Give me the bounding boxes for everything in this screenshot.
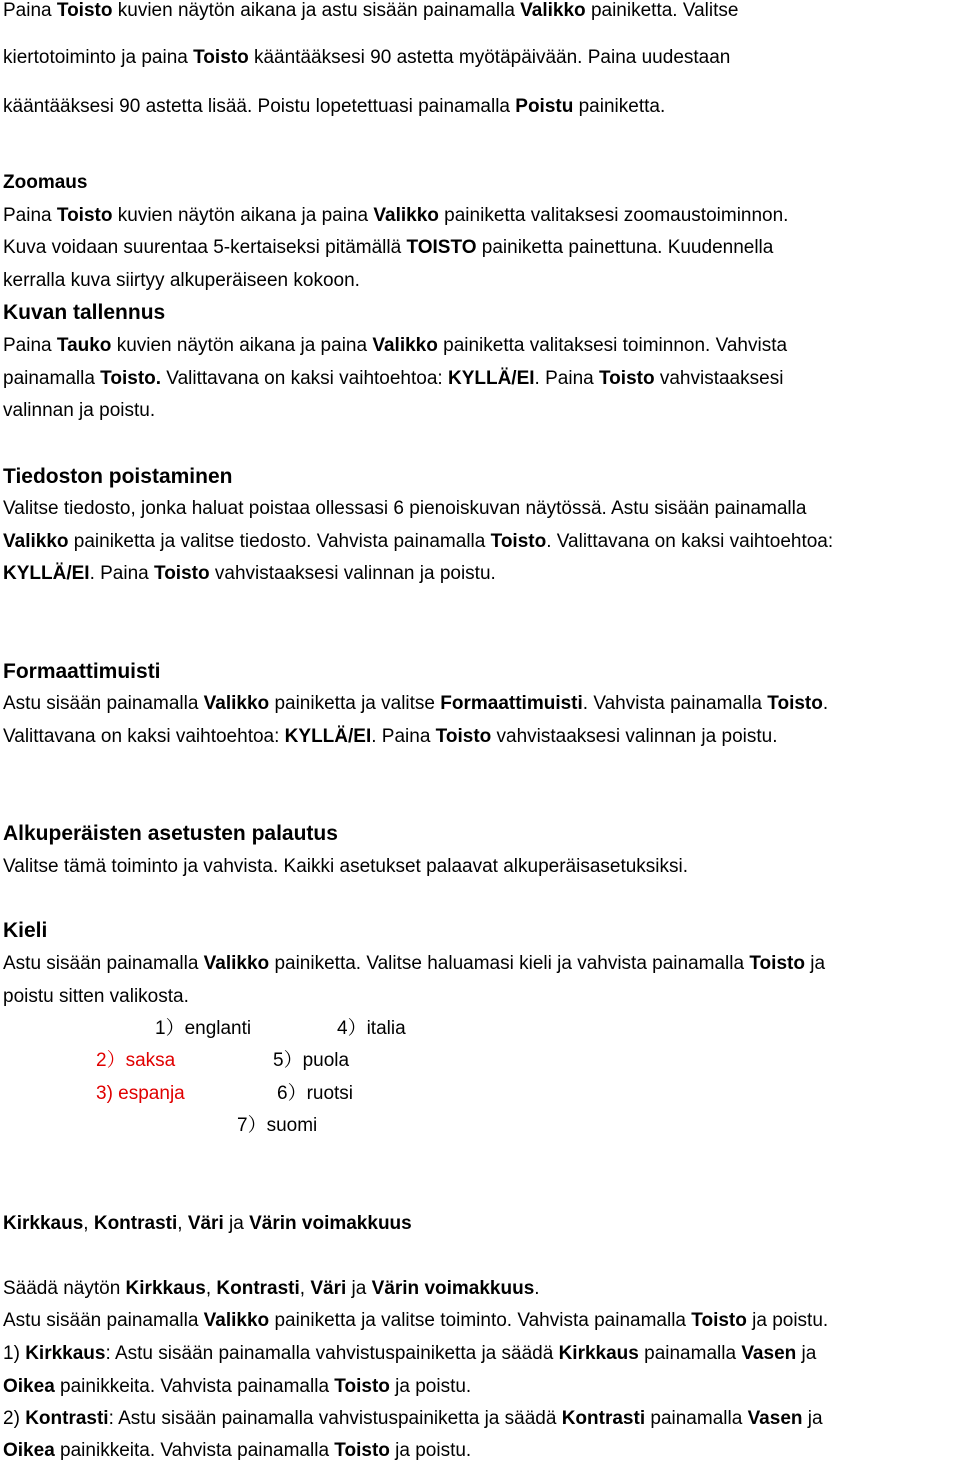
text: , — [177, 1213, 188, 1234]
keyword: Väri — [310, 1278, 347, 1299]
delete-line-2 — [3, 531, 833, 553]
keyword: Kontrasti — [25, 1408, 109, 1429]
text: ja — [796, 1343, 817, 1364]
text: vahvistaaksesi valinnan ja poistu. — [491, 726, 778, 747]
text: painiketta. Valitse haluamasi kieli ja vahvista painamalla — [269, 953, 750, 974]
keyword: Väri — [187, 1213, 224, 1234]
reset-line-1: Valitse tämä toiminto ja vahvista. Kaikki asetukset palaavat alkuperäisasetuksiksi. — [3, 856, 689, 877]
brightness-line-1 — [3, 1278, 540, 1300]
text: painiketta. — [573, 96, 666, 117]
text: painiketta painettuna. Kuudennella — [476, 237, 774, 258]
keyword: Toisto — [154, 563, 210, 584]
keyword: Valikko — [520, 0, 586, 21]
keyword: TOISTO — [406, 237, 477, 258]
text: Säädä näytön — [3, 1278, 126, 1299]
language-option-3: 3) espanja — [96, 1083, 185, 1104]
heading-delete — [3, 466, 232, 488]
language-option-4: 4）italia — [337, 1018, 406, 1039]
text: ja poistu. — [746, 1310, 829, 1331]
text: painiketta valitaksesi zoomaustoiminnon. — [438, 205, 789, 226]
keyword: KYLLÄ/EI — [284, 726, 372, 747]
text: Kuva voidaan suurentaa 5-kertaiseksi pitämällä — [3, 237, 407, 258]
text: 2) — [3, 1408, 26, 1429]
format-line-1 — [3, 693, 828, 715]
text: ja — [804, 953, 826, 974]
save-line-3: valinnan ja poistu. — [3, 400, 156, 421]
text: 1) — [3, 1343, 26, 1364]
brightness-line-6 — [3, 1440, 471, 1462]
text: painiketta ja valitse — [269, 693, 441, 714]
zoom-line-1 — [3, 205, 788, 227]
text: , — [299, 1278, 311, 1299]
text: painamalla — [3, 368, 101, 389]
keyword: Toisto. — [100, 368, 162, 389]
keyword: Kirkkaus — [3, 1213, 84, 1234]
heading-text: Tiedoston poistaminen — [3, 465, 233, 488]
keyword: Kontrasti — [93, 1213, 178, 1234]
heading-language — [3, 920, 47, 942]
keyword: Toisto — [56, 205, 113, 226]
text: painamalla — [645, 1408, 748, 1429]
text: Astu sisään painamalla — [3, 693, 204, 714]
text: painikkeita. Vahvista painamalla — [54, 1376, 335, 1397]
keyword: Valikko — [203, 693, 270, 714]
keyword: Toisto — [435, 726, 492, 747]
heading-text: Zoomaus — [3, 172, 88, 193]
text: Paina — [3, 335, 57, 356]
keyword: Valikko — [203, 953, 270, 974]
heading-text: Kuvan tallennus — [3, 301, 166, 324]
save-line-1 — [3, 335, 787, 357]
keyword: Valikko — [3, 531, 69, 552]
language-option-2: 2）saksa — [96, 1050, 176, 1071]
keyword: Värin voimakkuus — [371, 1278, 535, 1299]
text: Valittavana on kaksi vaihtoehtoa: — [161, 368, 448, 389]
text: : Astu sisään painamalla vahvistuspainiketta ja säädä — [108, 1408, 562, 1429]
keyword: Toisto — [490, 531, 547, 552]
text: painiketta valitaksesi toiminnon. Vahvista — [437, 335, 788, 356]
text: vahvistaaksesi — [654, 368, 784, 389]
keyword: Toisto — [749, 953, 805, 974]
text: . Valittavana on kaksi vaihtoehtoa: — [546, 531, 834, 552]
text: . Vahvista painamalla — [582, 693, 768, 714]
format-line-2 — [3, 726, 777, 748]
keyword: Toisto — [691, 1310, 747, 1331]
keyword: Toisto — [334, 1440, 390, 1461]
heading-text: Kieli — [3, 919, 48, 942]
text: . — [534, 1278, 540, 1299]
text: kuvien näytön aikana ja paina — [111, 335, 373, 356]
heading-save — [3, 302, 165, 324]
language-option-1: 1）englanti — [155, 1018, 252, 1039]
text: Astu sisään painamalla — [3, 1310, 204, 1331]
keyword: Toisto — [334, 1376, 390, 1397]
keyword: Toisto — [56, 0, 113, 21]
brightness-line-2 — [3, 1310, 828, 1332]
zoom-line-3: kerralla kuva siirtyy alkuperäiseen kokoon. — [3, 270, 360, 291]
text: ja poistu. — [389, 1440, 472, 1461]
text: painiketta ja valitse tiedosto. Vahvista painamalla — [68, 531, 491, 552]
text: ja — [802, 1408, 823, 1429]
heading-zoom — [3, 172, 87, 194]
text: Astu sisään painamalla — [3, 953, 204, 974]
keyword: Kontrasti — [561, 1408, 646, 1429]
brightness-line-3 — [3, 1343, 816, 1365]
delete-line-3 — [3, 563, 496, 585]
zoom-line-2 — [3, 237, 773, 259]
text: ja — [223, 1213, 250, 1234]
text: Paina — [3, 205, 57, 226]
keyword: Valikko — [203, 1310, 270, 1331]
language-line-1 — [3, 953, 825, 975]
heading-text: Alkuperäisten asetusten palautus — [3, 822, 338, 845]
keyword: Tauko — [56, 335, 112, 356]
text: ja poistu. — [389, 1376, 472, 1397]
keyword: Vasen — [747, 1408, 803, 1429]
text: vahvistaaksesi valinnan ja poistu. — [209, 563, 496, 584]
language-option-5: 5）puola — [273, 1050, 350, 1071]
delete-line-1: Valitse tiedosto, jonka haluat poistaa ollessasi 6 pienoiskuvan näytössä. Astu sisään painamalla — [3, 498, 807, 519]
text: painamalla — [638, 1343, 742, 1364]
language-option-7: 7）suomi — [237, 1115, 318, 1136]
text: Paina — [3, 0, 57, 21]
keyword: Kirkkaus — [125, 1278, 206, 1299]
text: painiketta. Valitse — [585, 0, 739, 21]
keyword: Vasen — [741, 1343, 797, 1364]
save-line-2 — [3, 368, 783, 390]
text: painikkeita. Vahvista painamalla — [54, 1440, 335, 1461]
keyword: Oikea — [3, 1376, 55, 1397]
heading-text: Formaattimuisti — [3, 660, 161, 683]
text: painiketta ja valitse toiminto. Vahvista painamalla — [269, 1310, 692, 1331]
keyword: Toisto — [193, 47, 249, 68]
heading-reset — [3, 823, 338, 845]
intro-line-3 — [3, 96, 665, 118]
keyword: Värin voimakkuus — [249, 1213, 412, 1234]
keyword: KYLLÄ/EI — [3, 563, 90, 584]
text: . Paina — [89, 563, 154, 584]
text: kuvien näytön aikana ja paina — [112, 205, 374, 226]
text: , — [83, 1213, 94, 1234]
text: kääntääksesi 90 astetta lisää. Poistu lopetettuasi painamalla — [3, 96, 516, 117]
text: kääntääksesi 90 astetta myötäpäivään. Paina uudestaan — [248, 47, 731, 68]
keyword: KYLLÄ/EI — [447, 368, 535, 389]
keyword: Formaattimuisti — [440, 693, 583, 714]
text: , — [205, 1278, 217, 1299]
text: . — [822, 693, 829, 714]
keyword: Valikko — [373, 205, 439, 226]
text: . Paina — [371, 726, 436, 747]
text: Valittavana on kaksi vaihtoehtoa: — [3, 726, 285, 747]
language-option-6: 6）ruotsi — [277, 1083, 354, 1104]
text: ja — [346, 1278, 372, 1299]
keyword: Kirkkaus — [25, 1343, 106, 1364]
brightness-line-4 — [3, 1376, 471, 1398]
text: kiertotoiminto ja paina — [3, 47, 194, 68]
keyword: Toisto — [598, 368, 655, 389]
keyword: Kirkkaus — [558, 1343, 639, 1364]
text: . Paina — [534, 368, 599, 389]
keyword: Oikea — [3, 1440, 55, 1461]
keyword: Valikko — [372, 335, 438, 356]
brightness-line-5 — [3, 1408, 823, 1430]
intro-line-1 — [3, 0, 738, 22]
keyword: Kontrasti — [216, 1278, 300, 1299]
language-line-2: poistu sitten valikosta. — [3, 986, 189, 1007]
heading-brightness — [3, 1213, 412, 1235]
keyword: Poistu — [515, 96, 574, 117]
keyword: Toisto — [767, 693, 823, 714]
intro-line-2 — [3, 47, 730, 69]
text: kuvien näytön aikana ja astu sisään painamalla — [112, 0, 521, 21]
heading-format — [3, 661, 161, 683]
text: : Astu sisään painamalla vahvistuspainiketta ja säädä — [105, 1343, 559, 1364]
